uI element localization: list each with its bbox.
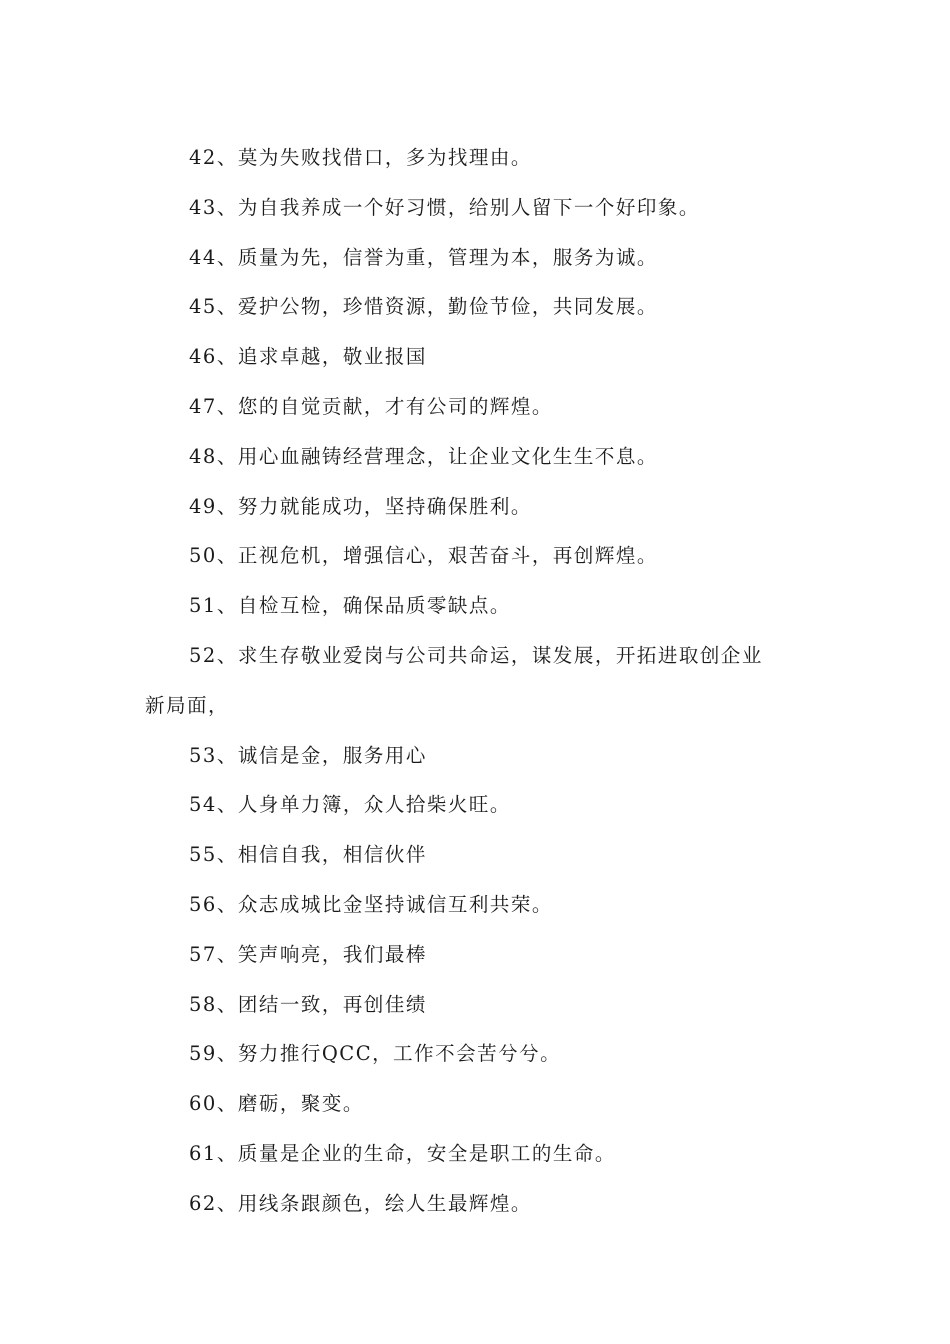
list-item: 59、努力推行QCC，工作不会苦兮兮。 bbox=[189, 1042, 562, 1066]
list-item: 50、正视危机，增强信心，艰苦奋斗，再创辉煌。 bbox=[189, 544, 658, 568]
list-item: 54、人身单力簿，众人拾柴火旺。 bbox=[189, 793, 511, 817]
list-item: 57、笑声响亮，我们最棒 bbox=[189, 942, 427, 966]
list-item: 49、努力就能成功，坚持确保胜利。 bbox=[189, 494, 532, 518]
list-item: 58、团结一致，再创佳绩 bbox=[189, 992, 427, 1016]
list-item: 62、用线条跟颜色，绘人生最辉煌。 bbox=[189, 1191, 532, 1215]
list-item: 47、您的自觉贡献，才有公司的辉煌。 bbox=[189, 394, 553, 418]
list-item: 46、追求卓越，敬业报国 bbox=[189, 345, 427, 369]
list-item-continuation: 新局面， bbox=[145, 693, 230, 717]
list-item: 45、爱护公物，珍惜资源，勤俭节俭，共同发展。 bbox=[189, 295, 658, 319]
list-item: 44、质量为先，信誉为重，管理为本，服务为诚。 bbox=[189, 245, 658, 269]
list-item: 56、众志成城比金坚持诚信互利共荣。 bbox=[189, 892, 553, 916]
list-item: 48、用心血融铸经营理念，让企业文化生生不息。 bbox=[189, 444, 658, 468]
list-item: 53、诚信是金，服务用心 bbox=[189, 743, 427, 767]
list-item: 61、质量是企业的生命，安全是职工的生命。 bbox=[189, 1141, 616, 1165]
list-item: 60、磨砺，聚变。 bbox=[189, 1092, 364, 1116]
list-item: 43、为自我养成一个好习惯，给别人留下一个好印象。 bbox=[189, 195, 700, 219]
list-item: 55、相信自我，相信伙伴 bbox=[189, 843, 427, 867]
slogan-list bbox=[145, 133, 810, 1229]
list-item: 42、莫为失败找借口，多为找理由。 bbox=[189, 146, 532, 169]
list-item: 51、自检互检，确保品质零缺点。 bbox=[189, 594, 511, 618]
list-item: 52、求生存敬业爱岗与公司共命运，谋发展，开拓进取创企业 bbox=[189, 643, 763, 667]
